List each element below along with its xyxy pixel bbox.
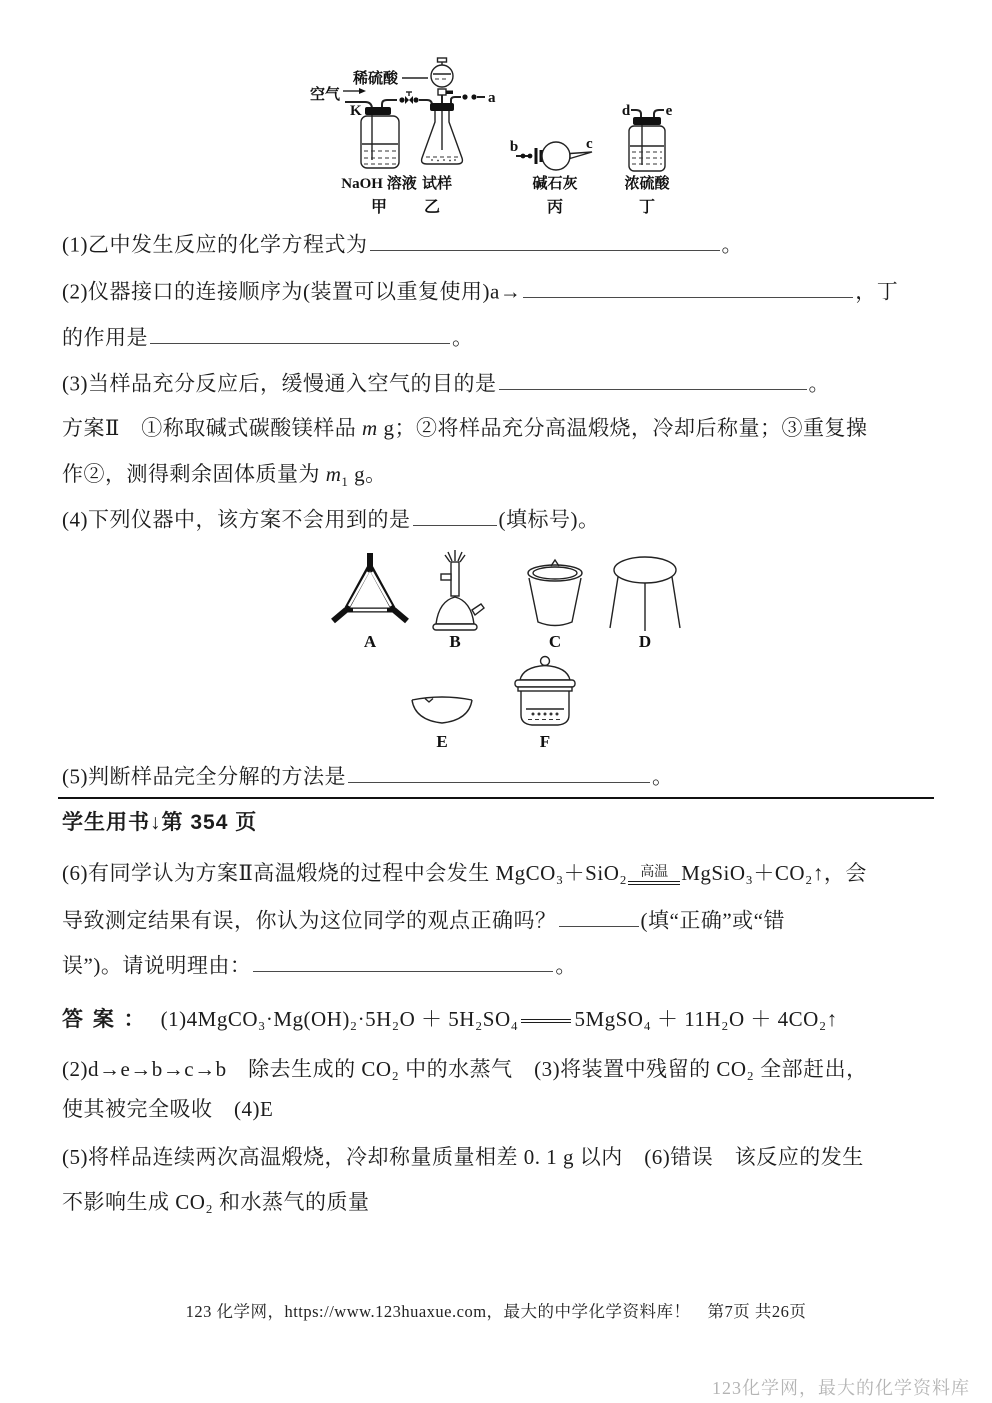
stopcock-valve-icon [399,92,432,105]
question-2-cont: 的作用是 。 [62,323,474,351]
separating-funnel [352,58,453,104]
answer-blank [253,951,553,972]
port-e-label: e [665,103,673,119]
air-arrow-icon [359,88,366,94]
answer-blank [370,230,720,251]
reaction-arrow-line [628,881,680,885]
sample-caption: 试样 [421,176,453,192]
answer-blank [499,369,807,390]
naoh-caption: NaOH 溶液 [341,176,417,192]
tripod-stool [610,557,680,631]
answer-equation-left: (1)4MgCO₃·Mg(OH)₂·5H₂O ＋ 5H₂SO₄ [160,1007,519,1031]
mass-m: m [362,416,378,440]
desiccator [515,657,575,726]
question-1-text: (1)乙中发生反应的化学方程式为 [62,232,368,257]
answer-blank [523,277,853,298]
dilute-acid-label: 稀硫酸 [352,71,398,87]
scheme-2-line1: 方案Ⅱ ①称取碱式碳酸镁样品 m g；②将样品充分高温煅烧，冷却后称量；③重复操 [62,416,868,440]
blast-burner [433,550,484,630]
answer-equation-right: 5MgSO₄ ＋ 11H₂O ＋ 4CO₂↑ [574,1007,838,1031]
book-page-reference: 学生用书↓第 354 页 [62,811,258,834]
question-6-text: (6)有同学认为方案Ⅱ高温煅烧的过程中会发生 MgCO₃＋SiO₂ [62,861,628,885]
equipment-label-b: B [449,632,461,651]
question-4-text: (4)下列仪器中，该方案不会用到的是 [62,507,411,532]
equipment-label-c: C [548,632,562,651]
answer-blank [413,505,497,526]
answer-line-3: 使其被完全吸收 (4)E [62,1097,274,1121]
valve-k-label: K [350,103,362,119]
reaction-condition: 高温 [628,866,680,885]
drying-bulb-bing [510,136,593,170]
question-6: (6)有同学认为方案Ⅱ高温煅烧的过程中会发生 MgCO₃＋SiO₂ 高温 MgSiO₃＋CO₂↑，会 [62,861,867,885]
question-1: (1)乙中发生反应的化学方程式为 。 [62,230,743,258]
answer-label: 答 案 ： [62,1008,147,1031]
scheme-2-line2: 作②，测得剩余固体质量为 $m_1$ g。 [62,462,387,490]
site-watermark: 123化学网，最大的化学资料库 [712,1378,970,1398]
equipment-label-d: D [638,632,652,651]
port-a-label: a [488,90,496,106]
conc-acid-caption: 浓硫酸 [624,176,670,192]
port-b-label: b [509,139,519,155]
evaporating-dish [412,697,472,723]
equals-double-line [521,1019,571,1023]
answer-line-1 [62,1006,838,1033]
gas-washing-bottle-jia [361,100,399,168]
air-label: 空气 [309,87,340,103]
answer-line-5: 不影响生成 CO₂ 和水蒸气的质量 [62,1190,370,1214]
question-6-cont1: 导致测定结果有误，你认为这位同学的观点正确吗？ (填“正确”或“错 [62,906,785,934]
port-c-label: c [586,136,593,152]
pipe-clay-triangle [333,553,407,621]
question-3: (3)当样品充分反应后，缓慢通入空气的目的是 。 [62,369,830,397]
equipment-label-a: A [363,632,377,651]
answer-blank [559,906,639,927]
question-6-cont2: 误”)。请说明理由： 。 [62,951,577,979]
answer-line-2: (2)d→e→b→c→b 除去生成的 CO₂ 中的水蒸气 (3)将装置中残留的 CO₂ 全部赶出， [62,1057,868,1081]
soda-lime-caption: 碱石灰 [532,176,578,192]
caption-yi: 乙 [423,199,441,216]
question-2: (2)仪器接口的连接顺序为(装置可以重复使用)a→ ，丁 [62,277,898,305]
answer-blank [150,323,450,344]
port-d-label: d [621,103,631,119]
question-5: (5)判断样品完全分解的方法是 。 [62,762,674,790]
caption-ding: 丁 [638,199,656,216]
apparatus-figure [285,52,705,220]
page-footer: 123 化学网，https://www.123huaxue.com，最大的中学化学资料库！ 第7页 共26页 [185,1302,807,1321]
equipment-figure [300,548,700,753]
question-2-text: (2)仪器接口的连接顺序为(装置可以重复使用)a→ [62,279,522,304]
gas-washing-bottle-ding [622,103,673,171]
question-3-text: (3)当样品充分反应后，缓慢通入空气的目的是 [62,371,497,396]
caption-jia: 甲 [370,199,388,216]
mass-m1: m [325,462,342,486]
equipment-label-e: E [436,732,448,751]
question-5-text: (5)判断样品完全分解的方法是 [62,764,346,789]
conical-flask-yi [422,90,496,164]
crucible [528,560,582,626]
section-divider [58,797,934,799]
question-4: (4)下列仪器中，该方案不会用到的是 (填标号)。 [62,505,600,533]
answer-blank [348,762,650,783]
answer-line-4: (5)将样品连续两次高温煅烧，冷却称量质量相差 0. 1 g 以内 (6)错误 该反应的发生 [62,1145,864,1169]
caption-bing: 丙 [546,199,564,216]
equipment-label-f: F [539,732,551,751]
